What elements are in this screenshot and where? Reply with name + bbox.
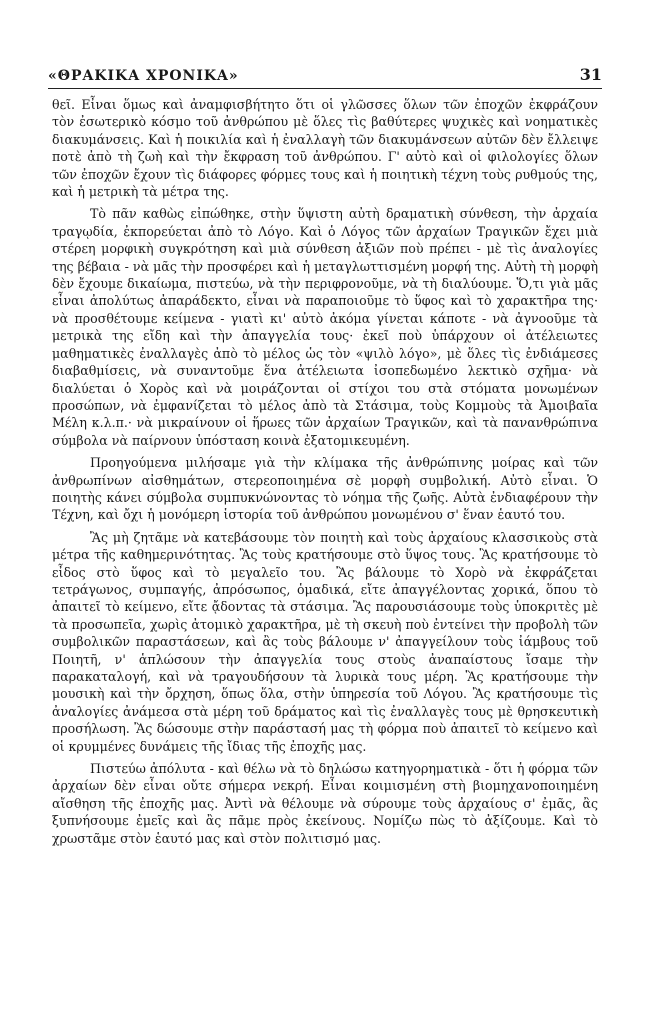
journal-title: «ΘΡΑΚΙΚΑ ΧΡΟΝΙΚΑ» [48, 68, 239, 84]
paragraph-2: Τὸ πᾶν καθὼς εἰπώθηκε, στὴν ὕψιστη αὐτὴ δραματικὴ σύνθεση, τὴν ἀρχαία τραγῳδία, ἐκπορεύεται ἀπὸ τὸ Λόγο. Καὶ ὁ Λόγος τῶν ἀρχαίων Τραγικῶν ἔχει μιὰ στέρεη μορφικὴ συγκρότηση καὶ μιὰ σύνθεση ἀξιῶν ποὺ πρέπει - μὲ τὶς ἀναλογίες της βέβαια - νὰ μᾶς τὴν προσφέρει καὶ ἡ μεταγλωττισμένη μορφή της. Αὐτὴ τὴ μορφὴ δὲν ἔχουμε δικαίωμα, πιστεύω, νὰ τὴν περιφρονοῦμε, νὰ τὴ διαλύουμε. Ὅ,τι γιὰ μᾶς εἶναι ἀπολύτως ἀπαράδεκτο, εἶναι νὰ παραποιοῦμε τὸ ὕφος καὶ τὸ χαρακτῆρα της· νὰ προσθέτουμε κείμενα - γιατὶ κι' αὐτὸ ἀκόμα γίνεται κάποτε - νὰ ἀγνοοῦμε τὰ μετρικὰ της εἴδη καὶ τὴν ἀπαγγελία τους· ἐκεῖ ποὺ ὑπάρχουν οἱ ἀτέλειωτες μαθηματικὲς ἐναλλαγὲς ἀπὸ τὸ μέλος ὡς τὸν «ψιλὸ λόγο», μὲ ὅλες τὶς ἐνδιάμεσες διαβαθμίσεις, νὰ συναντοῦμε ἕνα ἀτέλειωτα ἰσοπεδωμένο λεκτικὸ σχῆμα· νὰ διαλύεται ὁ Χορὸς καὶ νὰ μοιράζονται οἱ στίχοι του στὰ στόματα μονωμένων προσώπων, νὰ ἐμφανίζεται τὸ μέλος ἀπὸ τὰ Στάσιμα, τοὺς Κομμοὺς τὰ Ἀμοιβαῖα Μέλη κ.λ.π.· νὰ μικραίνουν οἱ ἥρωες τῶν ἀρχαίων Τραγικῶν, καὶ τὰ πανανθρώπινα σύμβολα νὰ παίρνουν ὑπόσταση κοινὰ ἐξατομικευμένη. [52, 206, 598, 448]
header-rule [48, 88, 602, 89]
article-body [52, 96, 598, 852]
paragraph-3: Προηγούμενα μιλήσαμε γιὰ τὴν κλίμακα τῆς ἀνθρώπινης μοίρας καὶ τῶν ἀνθρωπίνων αἰσθημάτων, στερεοποιημένα σὲ μορφὴ συμβολική. Αὐτὸ εἶναι. Ὁ ποιητὴς κάνει σύμβολα συμπυκνώνοντας τὸ νόημα τῆς ζωῆς. Αὐτὰ ἐνδιαφέρουν τὴν Τέχνη, καὶ ὄχι ἡ μονόμερη ἱστορία τοῦ ἀνθρώπου μονωμένου σ' ἕναν ἑαυτό του. [52, 455, 598, 523]
page-number: 31 [579, 65, 602, 84]
paragraph-5: Πιστεύω ἀπόλυτα - καὶ θέλω νὰ τὸ δηλώσω κατηγορηματικὰ - ὅτι ἡ φόρμα τῶν ἀρχαίων δὲν εἶναι οὔτε σήμερα νεκρή. Εἶναι κοιμισμένη στὴ βιομηχανοποιημένη αἴσθηση τῆς ἐποχῆς μας. Ἀντὶ νὰ θέλουμε νὰ σύρουμε τοὺς ἀρχαίους σ' ἐμᾶς, ἂς ξυπνήσουμε ἐμεῖς καὶ ἂς πᾶμε πρὸς ἐκείνους. Νομίζω πὼς τὸ ἀξίζουμε. Καὶ τὸ χρωστᾶμε στὸν ἑαυτό μας καὶ στὸν πολιτισμό μας. [52, 761, 598, 846]
paragraph-1: θεῖ. Εἶναι ὅμως καὶ ἀναμφισβήτητο ὅτι οἱ γλῶσσες ὅλων τῶν ἐποχῶν ἐκφράζουν τὸν ἐσωτερικὸ κόσμο τοῦ ἀνθρώπου μὲ ὅλες τὶς βαθύτερες ψυχικὲς καὶ νοηματικὲς διακυμάνσεις. Καὶ ἡ ποικιλία καὶ ἡ ἐναλλαγὴ τῶν διακυμάνσεων αὐτῶν δὲν ἔλλειψε ποτὲ ἀπὸ τὴ ζωὴ καὶ τὴν ἔκφραση τοῦ ἀνθρώπου. Γ' αὐτὸ καὶ οἱ φιλολογίες ὅλων τῶν ἐποχῶν ἔχουν τὶς διάφορες φόρμες τους καὶ ἡ ποιητικὴ τέχνη τοὺς ρυθμούς της, καὶ ἡ μετρικὴ τὰ μέτρα της. [52, 97, 598, 200]
paragraph-4: Ἂς μὴ ζητᾶμε νὰ κατεβάσουμε τὸν ποιητὴ καὶ τοὺς ἀρχαίους κλασσικοὺς στὰ μέτρα τῆς καθημερινότητας. Ἂς τοὺς κρατήσουμε στὸ ὕψος τους. Ἂς κρατήσουμε τὸ εἶδος στὸ ὕφος καὶ τὸ μεγαλεῖο του. Ἂς βάλουμε τὸ Χορὸ νὰ ἐκφράζεται τετράγωνος, συμπαγής, ἀπρόσωπος, ὁμαδικά, εἴτε ἀπαγγέλοντας χορικά, ὅπου τὸ ἀπαιτεῖ τὸ κείμενο, εἴτε ᾄδοντας τὰ στάσιμα. Ἂς παρουσιάσουμε τοὺς ὑποκριτὲς μὲ τὰ προσωπεῖα, χωρὶς ἀτομικὸ χαρακτῆρα, μὲ τὴ σκευὴ ποὺ ἐντείνει τὴν προβολὴ τῶν συμβολικῶν παραστάσεων, καὶ ἂς τοὺς βάλουμε ν' ἀπαγγείλουν τοὺς ἰάμβους τοῦ Ποιητῆ, ν' ἁπλώσουν τὴν ἀπαγγελία τους στοὺς ἀναπαίστους ἴσαμε τὴν παρακαταλογή, καὶ νὰ τραγουδήσουν τὰ λυρικὰ τους μέρη. Ἂς κρατήσουμε τὴν μουσικὴ καὶ τὴν ὄρχηση, ὅπως ὅλα, στὴν ὑπηρεσία τοῦ Λόγου. Ἂς κρατήσουμε τὶς ἀναλογίες ἀνάμεσα στὰ μέρη τοῦ δράματος καὶ τὶς ἐναλλαγὲς τους μὲ θρησκευτικὴ προσήλωση. Ἂς δώσουμε στὴν παράστασή μας τὴ φόρμα ποὺ ἀπαιτεῖ τὸ κείμενο καὶ οἱ κρυμμένες δυνάμεις τῆς ἴδιας τῆς ἐποχῆς μας. [52, 529, 598, 754]
running-header [48, 60, 602, 84]
